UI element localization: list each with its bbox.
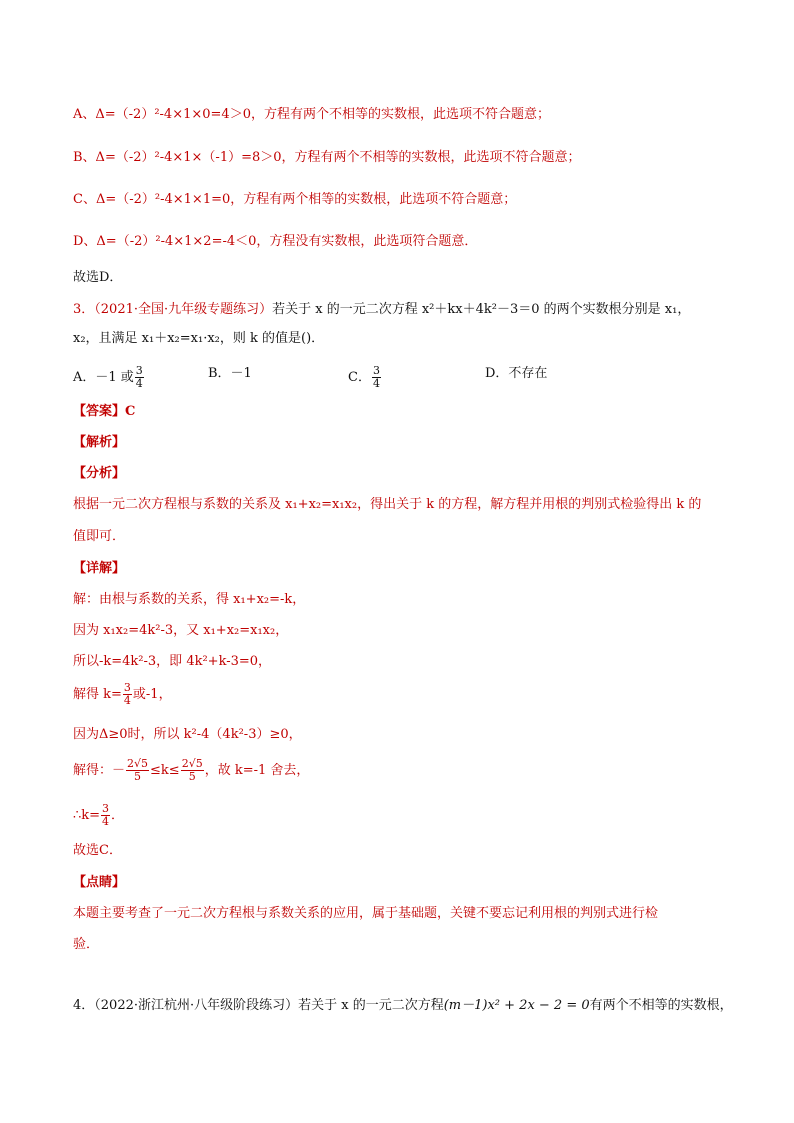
step6-prefix: 解得：－ bbox=[73, 763, 126, 778]
frac-denominator: 4 bbox=[135, 377, 143, 390]
q4-source: 4．（2022·浙江杭州·八年级阶段练习） bbox=[73, 998, 299, 1013]
xiangjie-label: 【详解】 bbox=[73, 561, 126, 576]
q2-option-d: D、Δ=（-2）²-4×1×2=-4＜0，方程没有实数根，此选项符合题意． bbox=[73, 234, 478, 249]
q2-option-c: C、Δ=（-2）²-4×1×1=0，方程有两个相等的实数根，此选项不符合题意； bbox=[73, 192, 517, 207]
detail-step-5: 因为Δ≥0时，所以 k²-4（4k²-3）≥0， bbox=[73, 727, 302, 742]
q2-option-b: B、Δ=（-2）²-4×1×（-1）=8＞0，方程有两个不相等的实数根，此选项不符合题意； bbox=[73, 150, 581, 165]
step7-suffix: ． bbox=[111, 808, 125, 823]
step6-middle: ≤k≤ bbox=[150, 763, 180, 778]
answer-label: 【答案】C bbox=[73, 404, 136, 419]
step7-prefix: ∴k= bbox=[73, 808, 101, 823]
dianjing-label: 【点睛】 bbox=[73, 875, 126, 890]
q3-option-a-text: A．－1 或 bbox=[73, 370, 134, 385]
step4-suffix: 或-1， bbox=[132, 687, 172, 702]
frac-numerator: 2√5 bbox=[127, 757, 149, 770]
frac-denominator: 4 bbox=[372, 377, 380, 390]
q4-stem-pre: 若关于 x 的一元二次方程 bbox=[298, 998, 444, 1013]
step7-fraction bbox=[101, 803, 110, 828]
frac-numerator: 3 bbox=[102, 802, 110, 815]
frac-numerator: 2√5 bbox=[181, 757, 203, 770]
frac-denominator: 5 bbox=[188, 770, 196, 783]
q3-option-c-fraction bbox=[372, 365, 381, 390]
frac-denominator: 4 bbox=[123, 694, 131, 707]
q3-source: 3．（2021·全国·九年级专题练习） bbox=[73, 302, 273, 317]
frac-denominator: 4 bbox=[102, 815, 110, 828]
step6-left-fraction bbox=[126, 758, 149, 783]
dianjing-line2: 验． bbox=[73, 937, 100, 952]
detail-step-6 bbox=[73, 758, 309, 783]
frac-numerator: 3 bbox=[372, 364, 380, 377]
q3-stem-text: 若关于 x 的一元二次方程 x²＋kx＋4k²－3＝0 的两个实数根分别是 x₁， bbox=[272, 302, 691, 317]
step4-fraction bbox=[123, 682, 132, 707]
detail-step-4 bbox=[73, 682, 172, 707]
detail-step-8: 故选C． bbox=[73, 843, 122, 858]
q3-option-c-text: C． bbox=[348, 370, 371, 385]
q4-equation: (m－1)x² + 2x − 2 = 0 bbox=[443, 998, 590, 1013]
frac-denominator: 5 bbox=[134, 770, 142, 783]
q3-option-a bbox=[73, 365, 145, 390]
dianjing-line1: 本题主要考查了一元二次方程根与系数关系的应用，属于基础题，关键不要忘记利用根的判别式进行检 bbox=[73, 906, 659, 921]
detail-step-7 bbox=[73, 803, 124, 828]
fenxi-line1: 根据一元二次方程根与系数的关系及 x₁+x₂=x₁x₂，得出关于 k 的方程，解方程并用根的判别式检验得出 k 的 bbox=[73, 497, 702, 512]
fenxi-label: 【分析】 bbox=[73, 466, 126, 481]
q3-option-a-fraction bbox=[135, 365, 144, 390]
q4-stem bbox=[73, 997, 733, 1015]
q2-option-a: A、Δ=（-2）²-4×1×0=4＞0，方程有两个不相等的实数根，此选项不符合题意； bbox=[73, 107, 550, 122]
frac-numerator: 3 bbox=[123, 681, 131, 694]
detail-step-1: 解：由根与系数的关系，得 x₁+x₂=-k， bbox=[73, 592, 306, 607]
q4-stem-post: 有两个不相等的实数根， bbox=[589, 998, 733, 1013]
step6-suffix: ，故 k=-1 舍去， bbox=[204, 763, 310, 778]
q3-option-d: D．不存在 bbox=[485, 366, 548, 381]
q2-conclusion: 故选D． bbox=[73, 270, 123, 285]
jiexi-label: 【解析】 bbox=[73, 435, 126, 450]
frac-numerator: 3 bbox=[135, 364, 143, 377]
q3-option-b: B．－1 bbox=[208, 366, 252, 381]
detail-step-2: 因为 x₁x₂=4k²-3，又 x₁+x₂=x₁x₂， bbox=[73, 623, 289, 638]
detail-step-3: 所以-k=4k²-3，即 4k²+k-3=0， bbox=[73, 654, 272, 669]
q3-stem-line1 bbox=[73, 301, 690, 319]
fenxi-line2: 值即可． bbox=[73, 529, 126, 544]
q3-option-c bbox=[348, 365, 382, 390]
q3-stem-line2: x₂，且满足 x₁＋x₂=x₁·x₂，则 k 的值是()． bbox=[73, 331, 325, 346]
step4-prefix: 解得 k= bbox=[73, 687, 122, 702]
step6-right-fraction bbox=[181, 758, 204, 783]
